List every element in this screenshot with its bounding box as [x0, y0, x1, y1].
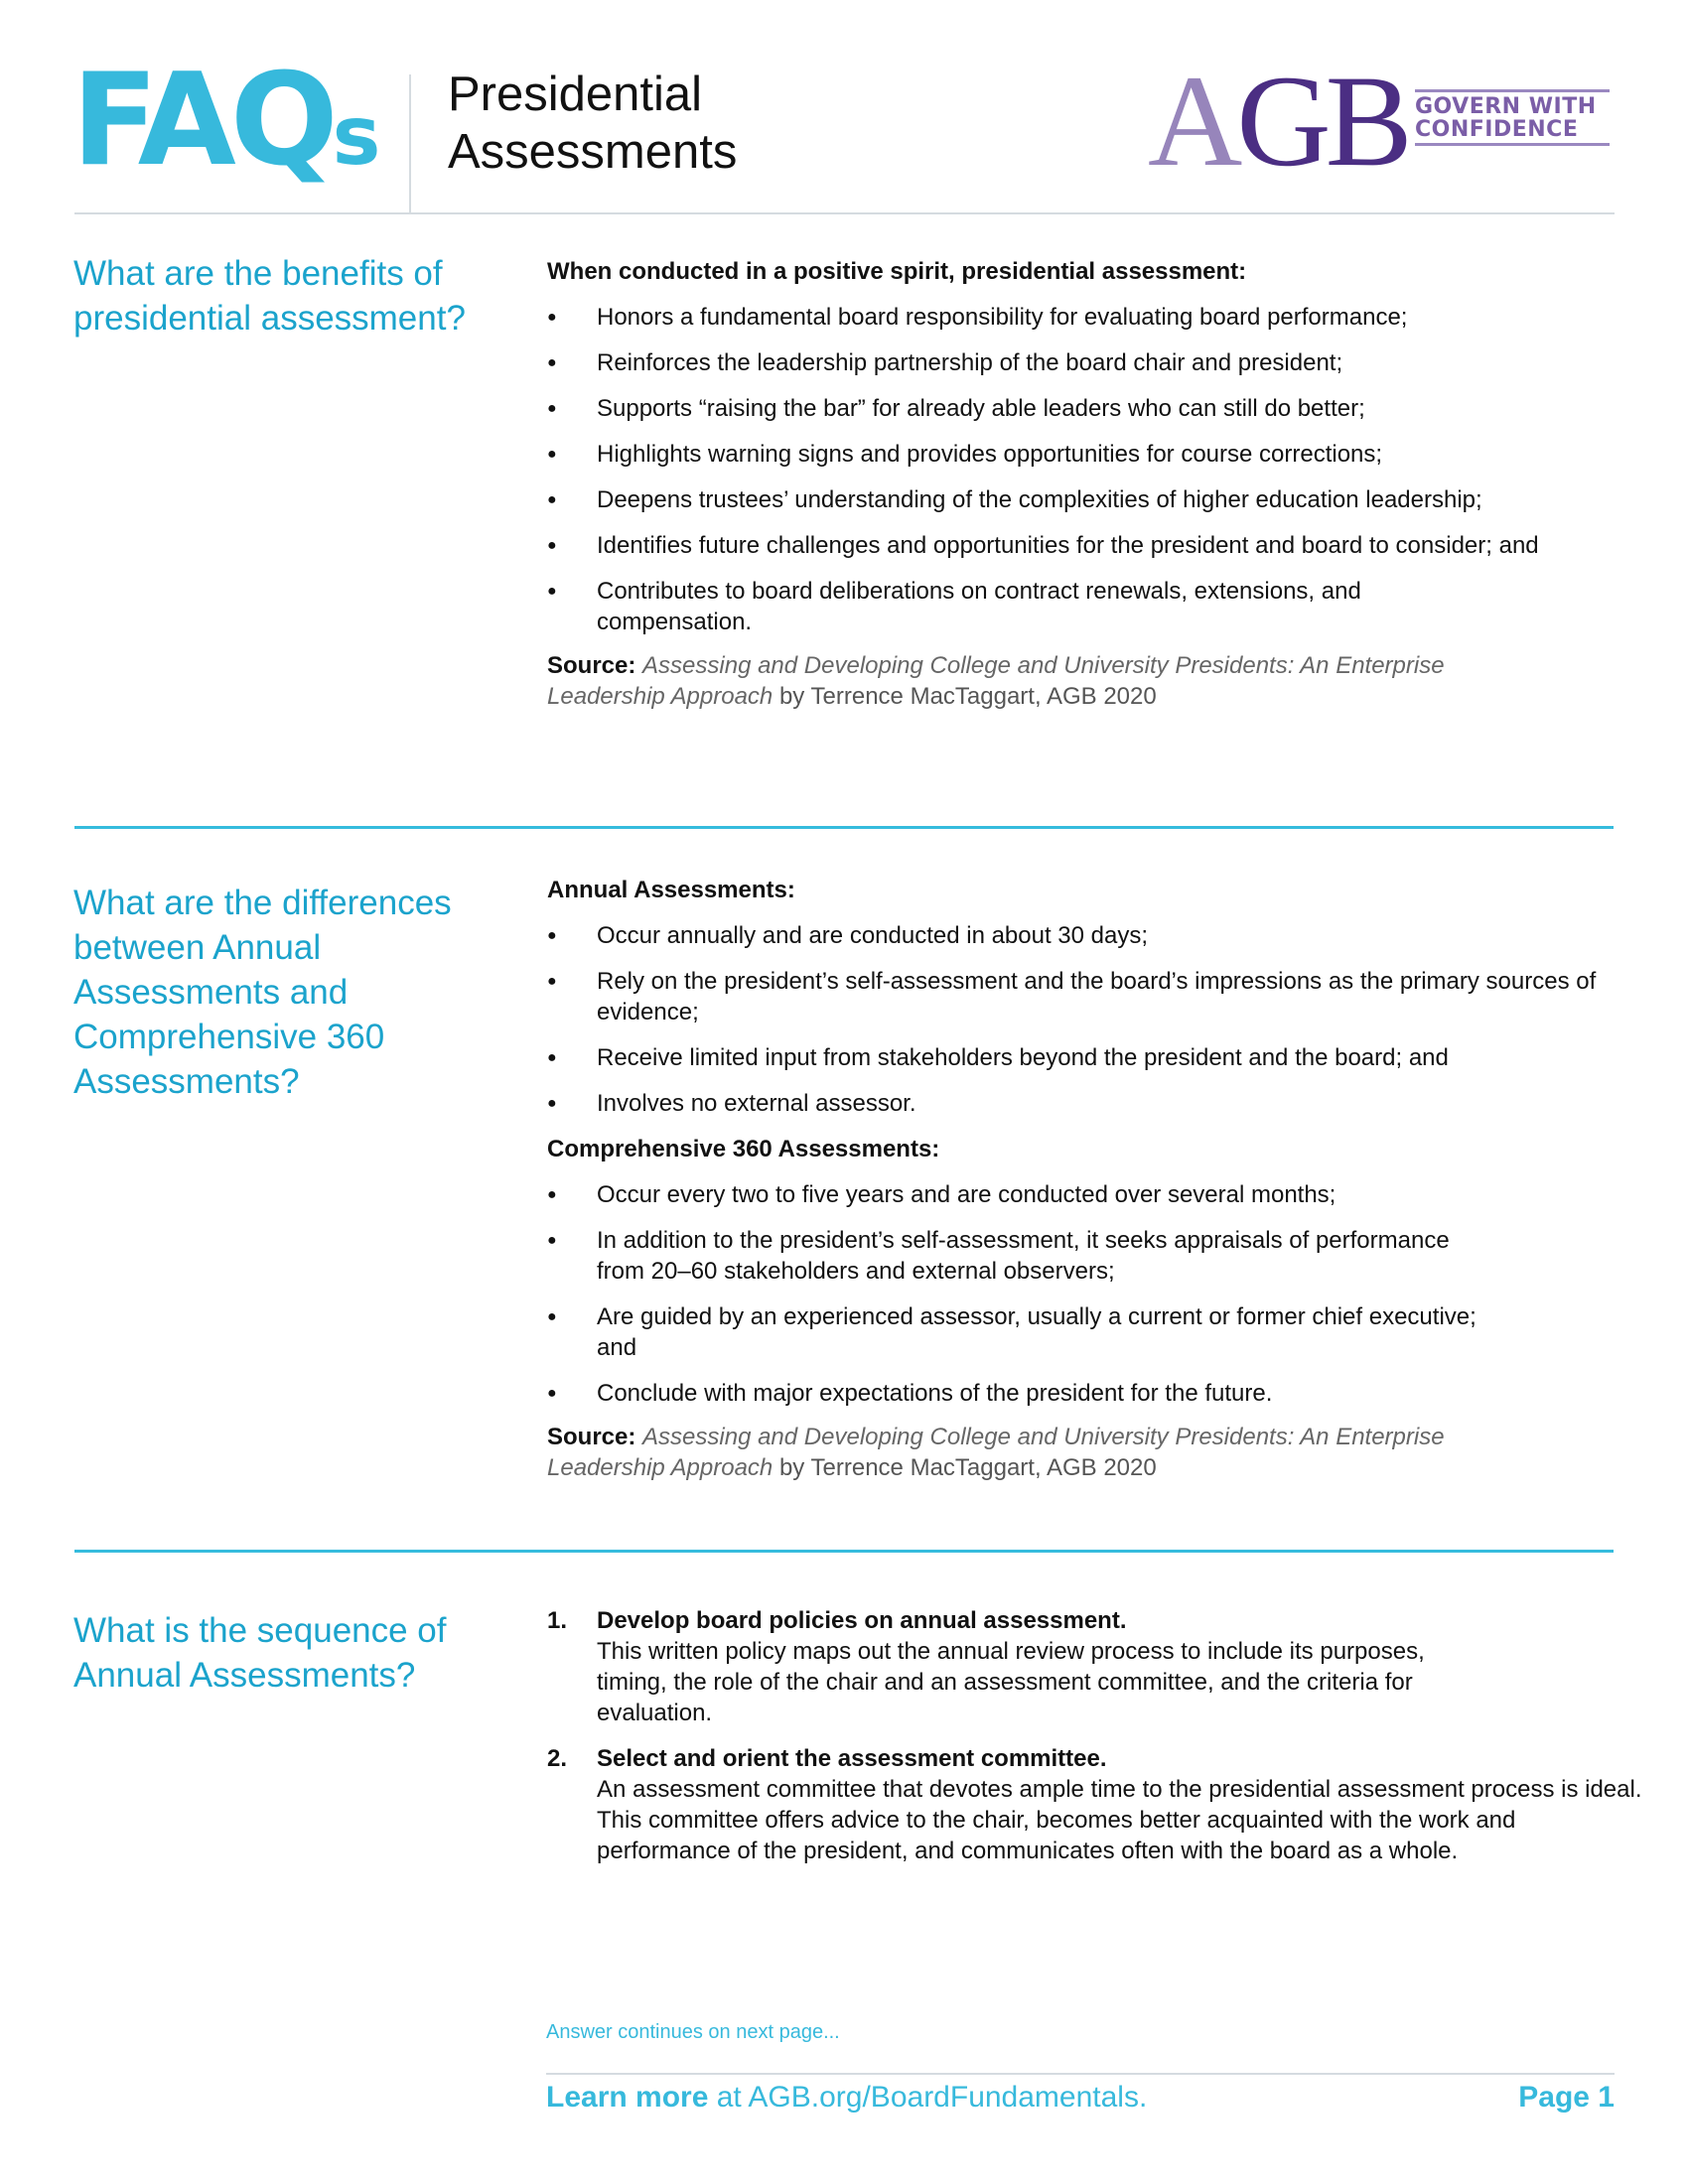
- list-item: ● Involves no external assessor.: [547, 1090, 916, 1117]
- agb-logo-tagline: [1415, 89, 1610, 146]
- bullet-icon: ●: [547, 309, 557, 326]
- list-item: ● Highlights warning signs and provides opportunities for course corrections;: [547, 441, 1383, 468]
- bullet-icon: ●: [547, 1232, 557, 1249]
- list-item: ● In addition to the president’s self-assessment, it seeks appraisals of performance from 20–60 stakeholders and external observers;: [547, 1227, 1450, 1285]
- faqs-badge: [71, 47, 381, 206]
- bullet-icon: ●: [547, 1308, 557, 1325]
- list-item: ● Rely on the president’s self-assessment and the board’s impressions as the primary sources of evidence;: [547, 968, 1597, 1025]
- list-item: ● Are guided by an experienced assessor, usually a current or former chief executive; and: [547, 1303, 1477, 1361]
- faqs-badge-suffix: s: [332, 89, 381, 184]
- bullet-icon: ●: [547, 537, 557, 554]
- bullet-icon: ●: [547, 1186, 557, 1203]
- list-item: ● Conclude with major expectations of the president for the future.: [547, 1380, 1273, 1407]
- list-item: ● Honors a fundamental board responsibility for evaluating board performance;: [547, 304, 1408, 331]
- step-item: [547, 1605, 1471, 1728]
- agb-logo-letters-gb: GB: [1236, 48, 1407, 194]
- agb-logo: [1148, 48, 1615, 194]
- faqs-badge-text: FAQ: [71, 47, 333, 195]
- list-item: ● Occur annually and are conducted in about 30 days;: [547, 922, 1149, 949]
- footer-divider: [546, 2073, 1615, 2075]
- source-citation: Source: Assessing and Developing College and University Presidents: An Enterprise Leadership Approach by Terrence MacTaggart, AGB 2020: [547, 1424, 1445, 1481]
- faq-answer-sequence: [547, 1590, 1642, 1866]
- list-item: ● Reinforces the leadership partnership of the board chair and president;: [547, 349, 1343, 376]
- answer-intro: When conducted in a positive spirit, presidential assessment:: [547, 258, 1247, 285]
- agb-logo-letter-a: A: [1148, 48, 1237, 194]
- step-title: Select and orient the assessment committee.: [597, 1745, 1107, 1772]
- agb-logo-wordmark: [1148, 48, 1407, 194]
- bullet-icon: ●: [547, 400, 557, 417]
- faq-question-differences: What are the differences between Annual Assessments and Comprehensive 360 Assessments?: [73, 884, 452, 1101]
- header-vertical-divider: [409, 74, 411, 213]
- faq-question-benefits: What are the benefits of presidential assessment?: [73, 254, 466, 338]
- document-title-line2: Assessments: [448, 125, 738, 179]
- faq-question-sequence: What is the sequence of Annual Assessments?: [73, 1611, 447, 1695]
- group-heading-annual: Annual Assessments:: [547, 877, 795, 903]
- list-item: ● Identifies future challenges and opportunities for the president and board to consider; and: [547, 532, 1539, 559]
- document-title-line1: Presidential: [448, 68, 703, 121]
- list-item: ● Contributes to board deliberations on contract renewals, extensions, and compensation.: [547, 578, 1361, 635]
- step-item: [547, 1743, 1649, 1866]
- list-item: ● Supports “raising the bar” for already able leaders who can still do better;: [547, 395, 1365, 422]
- faq-answer-benefits: [547, 256, 1619, 712]
- step-title: Develop board policies on annual assessment.: [597, 1607, 1127, 1634]
- bullet-icon: ●: [547, 1049, 557, 1066]
- bullet-icon: ●: [547, 1385, 557, 1402]
- step-body: This written policy maps out the annual review process to include its purposes, timing, the role of the chair and an assessment committee, and the criteria for evaluation.: [597, 1638, 1425, 1726]
- continues-note: Answer continues on next page...: [546, 2021, 840, 2043]
- bullet-icon: ●: [547, 973, 557, 990]
- group-heading-comprehensive: Comprehensive 360 Assessments:: [547, 1136, 940, 1162]
- tagline-line1: GOVERN WITH: [1415, 94, 1597, 119]
- section-divider: [74, 1550, 1614, 1553]
- bullet-icon: ●: [547, 583, 557, 600]
- bullet-icon: ●: [547, 491, 557, 508]
- bullet-icon: ●: [547, 354, 557, 371]
- source-citation: Source: Assessing and Developing College and University Presidents: An Enterprise Leadership Approach by Terrence MacTaggart, AGB 2020: [547, 652, 1445, 710]
- benefits-list: [547, 302, 1619, 637]
- list-item: ● Deepens trustees’ understanding of the complexities of higher education leadership;: [547, 486, 1482, 513]
- document-title: [448, 66, 737, 181]
- learn-more-link[interactable]: Learn more at AGB.org/BoardFundamentals.: [546, 2081, 1148, 2114]
- header-divider: [74, 212, 1615, 214]
- list-item: ● Receive limited input from stakeholders beyond the president and the board; and: [547, 1044, 1449, 1071]
- step-number: 2.: [547, 1745, 568, 1772]
- bullet-icon: ●: [547, 927, 557, 944]
- annual-list: [547, 920, 1619, 1119]
- faq-answer-differences: [547, 875, 1619, 1483]
- section-divider: [74, 826, 1614, 829]
- sequence-steps: [547, 1605, 1642, 1866]
- bullet-icon: ●: [547, 1095, 557, 1112]
- page-number: Page 1: [1518, 2081, 1615, 2114]
- bullet-icon: ●: [547, 446, 557, 463]
- step-number: 1.: [547, 1607, 568, 1634]
- comprehensive-list: [547, 1179, 1619, 1409]
- step-body: An assessment committee that devotes ample time to the presidential assessment process is ideal. This committee offers advice to the chair, becomes better acquainted with the work and performance of the president, and communicates often with the board as a whole.: [597, 1776, 1642, 1864]
- list-item: ● Occur every two to five years and are conducted over several months;: [547, 1181, 1336, 1208]
- tagline-line2: CONFIDENCE: [1415, 117, 1579, 142]
